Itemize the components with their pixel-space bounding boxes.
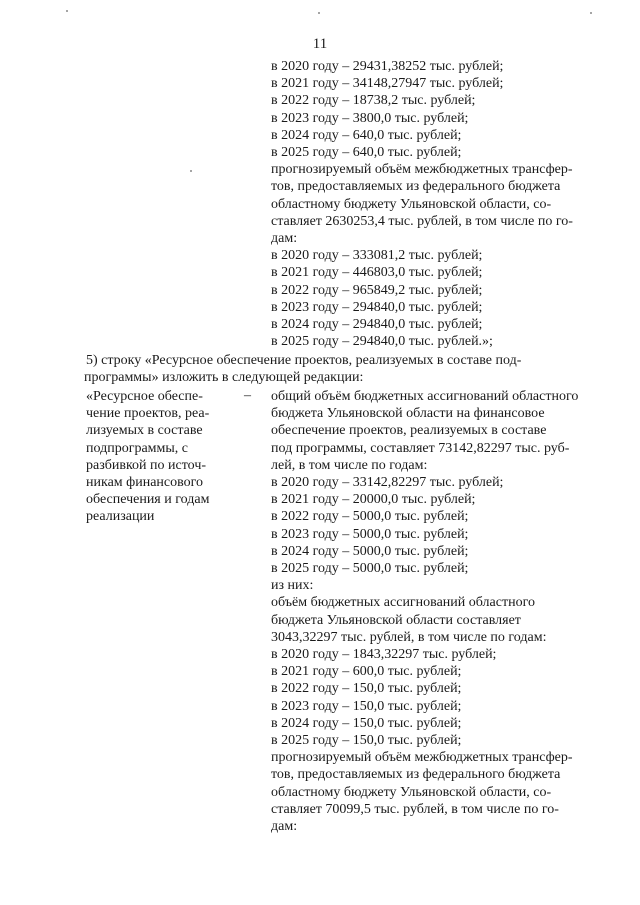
text-line: в 2024 году – 294840,0 тыс. рублей; — [271, 317, 483, 333]
text-line: в 2023 году – 150,0 тыс. рублей; — [271, 698, 462, 714]
text-line: прогнозируемый объём межбюджетных трансфер- — [271, 162, 573, 178]
text-line: под программы, составляет 73142,82297 тыс. руб- — [271, 440, 570, 456]
scan-speck — [66, 10, 68, 12]
text-line: общий объём бюджетных ассигнований областного — [271, 389, 579, 404]
text-line: в 2021 году – 446803,0 тыс. рублей; — [271, 265, 483, 281]
row-label-cell — [86, 388, 256, 526]
text-line: в 2022 году – 5000,0 тыс. рублей; — [271, 509, 469, 525]
text-line: в 2020 году – 29431,38252 тыс. рублей; — [271, 59, 504, 74]
label-line: лизуемых в составе — [86, 423, 203, 439]
text-line: объём бюджетных ассигнований областного — [271, 595, 535, 611]
text-line: в 2025 году – 5000,0 тыс. рублей; — [271, 561, 469, 577]
label-line: реализации — [86, 509, 155, 525]
text-line: областному бюджету Ульяновской области, со- — [271, 784, 552, 800]
label-line: подпрограммы, с — [86, 440, 188, 456]
text-line: областному бюджету Ульяновской области, со- — [271, 196, 552, 212]
text-line: в 2023 году – 3800,0 тыс. рублей; — [271, 110, 469, 126]
page-number: 11 — [312, 36, 328, 52]
paragraph-line: 5) строку «Ресурсное обеспечение проектов, реализуемых в составе под- — [86, 353, 522, 368]
text-line: в 2021 году – 20000,0 тыс. рублей; — [271, 492, 476, 508]
text-line: из них: — [271, 578, 314, 594]
text-line: лей, в том числе по годам: — [271, 457, 428, 473]
text-line: в 2024 году – 640,0 тыс. рублей; — [271, 127, 462, 143]
text-line: в 2025 году – 640,0 тыс. рублей; — [271, 145, 462, 161]
text-line: в 2022 году – 965849,2 тыс. рублей; — [271, 282, 483, 298]
text-line: ставляет 2630253,4 тыс. рублей, в том числе по го- — [271, 213, 573, 229]
text-line: в 2020 году – 1843,32297 тыс. рублей; — [271, 647, 497, 663]
text-line: прогнозируемый объём межбюджетных трансфер- — [271, 750, 573, 766]
label-line: никам финансового — [86, 475, 204, 491]
text-line: обеспечение проектов, реализуемых в составе — [271, 423, 547, 439]
text-line: в 2020 году – 33142,82297 тыс. рублей; — [271, 475, 504, 491]
separator-dash: – — [244, 388, 251, 403]
text-line: тов, предоставляемых из федерального бюджета — [271, 179, 561, 195]
text-line: дам: — [271, 231, 298, 247]
funding-block-top — [271, 58, 605, 350]
text-line: в 2022 году – 150,0 тыс. рублей; — [271, 681, 462, 697]
text-line: в 2022 году – 18738,2 тыс. рублей; — [271, 93, 476, 109]
text-line: бюджета Ульяновской области составляет — [271, 612, 521, 628]
text-line: в 2020 году – 333081,2 тыс. рублей; — [271, 248, 483, 264]
scan-speck — [190, 170, 192, 172]
text-line: в 2025 году – 294840,0 тыс. рублей.»; — [271, 334, 493, 350]
text-line: в 2024 году – 150,0 тыс. рублей; — [271, 715, 462, 731]
scan-speck — [318, 12, 320, 14]
label-line: чение проектов, реа- — [86, 406, 210, 422]
text-line: в 2021 году – 600,0 тыс. рублей; — [271, 664, 462, 680]
paragraph-line: программы» изложить в следующей редакции: — [84, 370, 364, 386]
text-line: тов, предоставляемых из федерального бюджета — [271, 767, 561, 783]
label-line: «Ресурсное обеспе- — [86, 389, 203, 404]
text-line: дам: — [271, 819, 298, 835]
text-line: бюджета Ульяновской области на финансовое — [271, 406, 545, 422]
text-line: в 2023 году – 5000,0 тыс. рублей; — [271, 526, 469, 542]
text-line: в 2021 году – 34148,27947 тыс. рублей; — [271, 76, 504, 92]
text-line: в 2023 году – 294840,0 тыс. рублей; — [271, 299, 483, 315]
label-line: разбивкой по источ- — [86, 457, 207, 473]
funding-block-projects — [271, 388, 605, 835]
label-line: обеспечения и годам — [86, 492, 210, 508]
text-line: 3043,32297 тыс. рублей, в том числе по годам: — [271, 629, 547, 645]
paragraph-5 — [86, 352, 606, 386]
text-line: в 2024 году – 5000,0 тыс. рублей; — [271, 543, 469, 559]
scan-speck — [590, 12, 592, 14]
text-line: ставляет 70099,5 тыс. рублей, в том числе по го- — [271, 801, 559, 817]
text-line: в 2025 году – 150,0 тыс. рублей; — [271, 733, 462, 749]
